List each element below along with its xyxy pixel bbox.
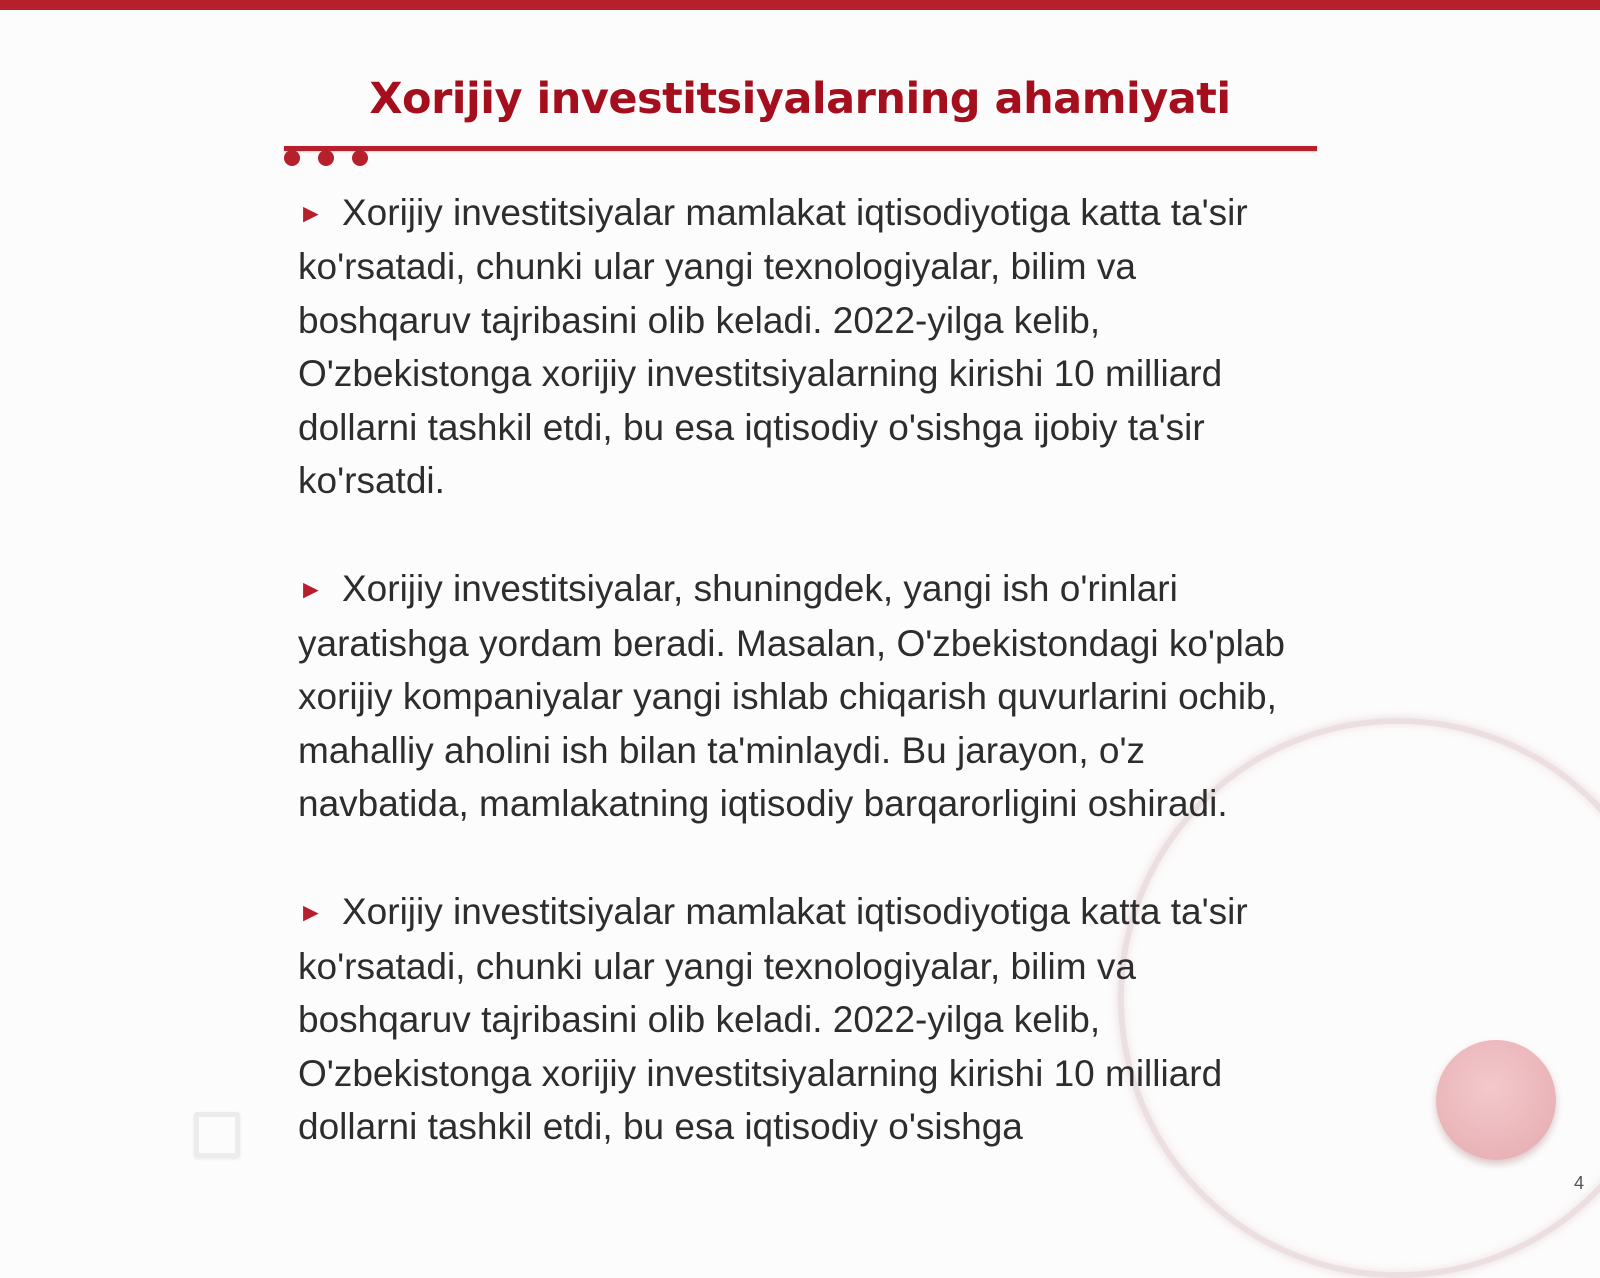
bullet-arrow-icon: ► <box>298 198 324 228</box>
slide-title: Xorijiy investitsiyalarning ahamiyati <box>369 74 1231 124</box>
bullet-paragraph <box>298 186 1308 507</box>
decorative-dot <box>352 150 368 166</box>
paragraph-text: Xorijiy investitsiyalar mamlakat iqtisodiyotiga katta ta'sir ko'rsatadi, chunki ular yangi texnologiyalar, bilim va boshqaruv tajribasini olib keladi. 2022-yilga kelib, O'zbekistonga xorijiy investitsiyalarning kirishi 10 milliard dollarni tashkil etdi, bu esa iqtisodiy o'sishga <box>298 891 1248 1148</box>
title-underline <box>284 146 1317 151</box>
top-accent-bar <box>0 0 1600 10</box>
bullet-arrow-icon: ► <box>298 574 324 605</box>
slide-body <box>298 186 1308 1209</box>
bullet-paragraph <box>298 885 1308 1153</box>
bullet-arrow-icon: ► <box>298 897 324 928</box>
paragraph-text: Xorijiy investitsiyalar, shuningdek, yangi ish o'rinlari yaratishga yordam beradi. Masalan, O'zbekistondagi ko'plab xorijiy kompaniyalar yangi ishlab chiqarish quvurlarini ochib, mahalliy aholini ish bilan ta'minlaydi. Bu jarayon, o'z navbatida, mamlakatning iqtisodiy barqarorligini oshiradi. <box>298 568 1285 825</box>
paragraph-text: Xorijiy investitsiyalar mamlakat iqtisodiyotiga katta ta'sir ko'rsatadi, chunki ular yangi texnologiyalar, bilim va boshqaruv tajribasini olib keladi. 2022-yilga kelib, O'zbekistonga xorijiy investitsiyalarning kirishi 10 milliard dollarni tashkil etdi, bu esa iqtisodiy o'sishga ijobiy ta'sir ko'rsatdi. <box>298 192 1248 502</box>
decorative-square <box>194 1112 240 1158</box>
decorative-dot <box>318 150 334 166</box>
bullet-paragraph <box>298 562 1308 830</box>
page-number: 4 <box>1573 1173 1584 1193</box>
decorative-circle <box>1436 1040 1556 1160</box>
decorative-dot <box>284 150 300 166</box>
